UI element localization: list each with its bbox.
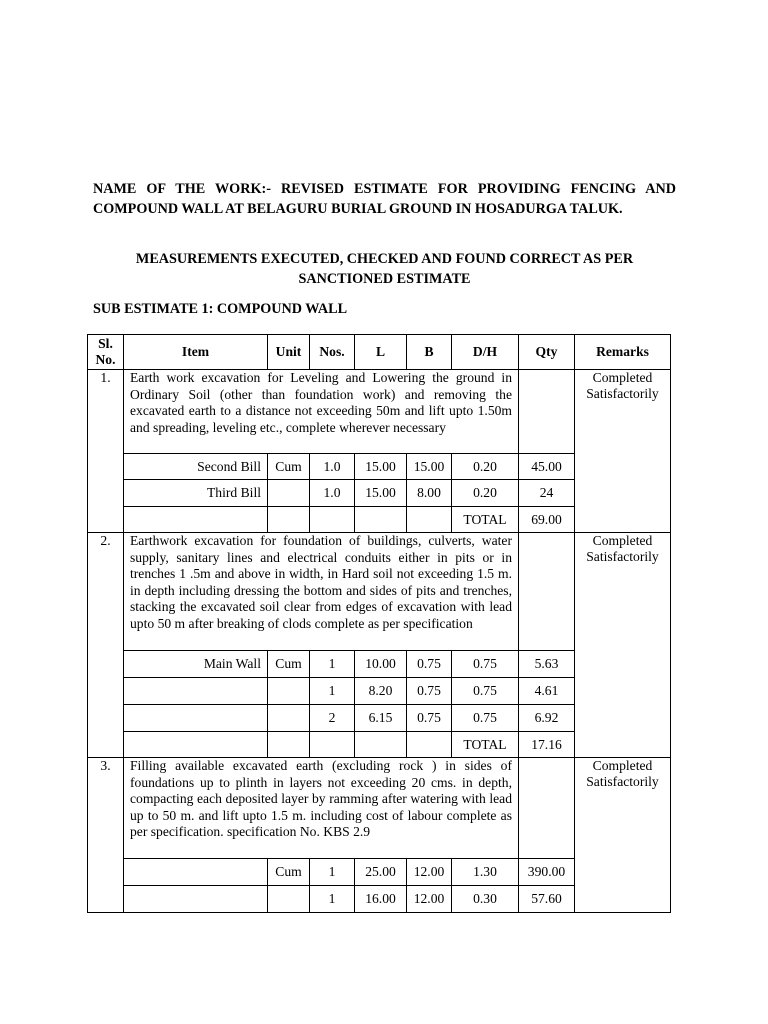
- row-unit: [268, 480, 310, 507]
- item-2-description-row: [88, 533, 671, 651]
- item-1-qty-blank: [519, 370, 575, 454]
- row-qty: 390.00: [519, 859, 575, 886]
- item-1-description-text: Earth work excavation for Leveling and Lowering the ground in Ordinary Soil (other than foundation work) and removing the excavated earth to a distance not exceeding 50m and lift upto 1.50m and spreading, leveling etc., complete wherever necessary: [130, 370, 512, 435]
- item-1-remarks-line2: Satisfactorily: [586, 386, 659, 401]
- header-sl-no: [88, 335, 124, 370]
- measurements-line-1: MEASUREMENTS EXECUTED, CHECKED AND FOUND CORRECT AS PER: [135, 251, 634, 267]
- row-label: [124, 705, 268, 732]
- row-label: [124, 859, 268, 886]
- row-dh: 1.30: [452, 859, 519, 886]
- row-qty: 4.61: [519, 678, 575, 705]
- row-qty: 24: [519, 480, 575, 507]
- sub-estimate-heading: SUB ESTIMATE 1: COMPOUND WALL: [93, 301, 348, 317]
- item-3-description-text: Filling available excavated earth (excluding rock ) in sides of foundations up to plinth in layers not exceeding 20 cms. in depth, compacting each deposited layer by ramming after watering with lead up to 50 m. and lift upto 1.5 m. including cost of labour complete as per specification. specification No. KBS 2.9: [130, 758, 512, 839]
- blank-cell: [268, 507, 310, 533]
- row-unit: Cum: [268, 859, 310, 886]
- header-sl-line2: No.: [95, 352, 116, 367]
- row-unit: [268, 886, 310, 913]
- item-1-remarks: [575, 370, 671, 533]
- row-l: 16.00: [355, 886, 407, 913]
- row-b: 12.00: [407, 859, 452, 886]
- blank-cell: [124, 507, 268, 533]
- row-nos: 1: [310, 678, 355, 705]
- header-unit: Unit: [268, 335, 310, 370]
- blank-cell: [355, 732, 407, 758]
- item-2-sl: 2.: [88, 533, 124, 758]
- row-unit: [268, 678, 310, 705]
- row-l: 15.00: [355, 480, 407, 507]
- item-2-remarks-line2: Satisfactorily: [586, 549, 659, 564]
- row-b: 0.75: [407, 705, 452, 732]
- row-l: 15.00: [355, 454, 407, 480]
- row-dh: 0.20: [452, 454, 519, 480]
- row-nos: 1: [310, 859, 355, 886]
- item-3-description: [124, 758, 519, 859]
- row-l: 10.00: [355, 651, 407, 678]
- row-b: 15.00: [407, 454, 452, 480]
- row-nos: 1: [310, 886, 355, 913]
- header-nos: Nos.: [310, 335, 355, 370]
- total-label: TOTAL: [452, 507, 519, 533]
- item-1-sl: 1.: [88, 370, 124, 533]
- total-value: 69.00: [519, 507, 575, 533]
- row-qty: 5.63: [519, 651, 575, 678]
- item-1-description-row: [88, 370, 671, 454]
- measurement-table: [87, 334, 671, 913]
- header-qty: Qty: [519, 335, 575, 370]
- measurements-statement: [93, 249, 676, 289]
- item-3-sl: 3.: [88, 758, 124, 913]
- measurements-line-2: SANCTIONED ESTIMATE: [298, 271, 471, 287]
- row-dh: 0.75: [452, 705, 519, 732]
- row-label: Third Bill: [124, 480, 268, 507]
- work-name-heading: NAME OF THE WORK:- REVISED ESTIMATE FOR PROVIDING FENCING AND COMPOUND WALL AT BELAGURU BURIAL GROUND IN HOSADURGA TALUK.: [93, 181, 676, 217]
- row-unit: [268, 705, 310, 732]
- blank-cell: [407, 732, 452, 758]
- row-dh: 0.30: [452, 886, 519, 913]
- item-1-remarks-line1: Completed: [592, 370, 653, 385]
- row-label: Second Bill: [124, 454, 268, 480]
- row-dh: 0.75: [452, 678, 519, 705]
- row-l: 6.15: [355, 705, 407, 732]
- row-label: Main Wall: [124, 651, 268, 678]
- blank-cell: [355, 507, 407, 533]
- header-item: Item: [124, 335, 268, 370]
- row-label: [124, 678, 268, 705]
- item-3-remarks-line1: Completed: [592, 758, 653, 773]
- row-nos: 1: [310, 651, 355, 678]
- row-nos: 1.0: [310, 454, 355, 480]
- header-dh: D/H: [452, 335, 519, 370]
- item-2-qty-blank: [519, 533, 575, 651]
- item-3-description-row: [88, 758, 671, 859]
- item-3-remarks: [575, 758, 671, 913]
- row-dh: 0.75: [452, 651, 519, 678]
- header-sl-line1: Sl.: [98, 336, 113, 351]
- row-qty: 45.00: [519, 454, 575, 480]
- item-2-description: [124, 533, 519, 651]
- row-b: 8.00: [407, 480, 452, 507]
- row-unit: Cum: [268, 454, 310, 480]
- total-value: 17.16: [519, 732, 575, 758]
- header-l: L: [355, 335, 407, 370]
- blank-cell: [310, 732, 355, 758]
- row-qty: 6.92: [519, 705, 575, 732]
- header-remarks: Remarks: [575, 335, 671, 370]
- row-l: 25.00: [355, 859, 407, 886]
- row-b: 0.75: [407, 651, 452, 678]
- blank-cell: [124, 732, 268, 758]
- row-nos: 1.0: [310, 480, 355, 507]
- row-qty: 57.60: [519, 886, 575, 913]
- row-label: [124, 886, 268, 913]
- row-b: 0.75: [407, 678, 452, 705]
- row-nos: 2: [310, 705, 355, 732]
- total-label: TOTAL: [452, 732, 519, 758]
- table-header-row: [88, 335, 671, 370]
- row-unit: Cum: [268, 651, 310, 678]
- header-b: B: [407, 335, 452, 370]
- item-3-qty-blank: [519, 758, 575, 859]
- item-1-description: [124, 370, 519, 454]
- blank-cell: [310, 507, 355, 533]
- row-b: 12.00: [407, 886, 452, 913]
- blank-cell: [268, 732, 310, 758]
- item-2-remarks: [575, 533, 671, 758]
- item-2-remarks-line1: Completed: [592, 533, 653, 548]
- blank-cell: [407, 507, 452, 533]
- item-2-description-text: Earthwork excavation for foundation of buildings, culverts, water supply, sanitary lines and electrical conduits either in pits or in trenches 1 .5m and above in width, in Hard soil not exceeding 1.5 m. in depth including dressing the bottom and sides of pits and trenches, stacking the excavated soil clear from edges of excavation with lead upto 50 m after breaking of clods complete as per specification: [130, 533, 512, 631]
- row-dh: 0.20: [452, 480, 519, 507]
- item-3-remarks-line2: Satisfactorily: [586, 774, 659, 789]
- row-l: 8.20: [355, 678, 407, 705]
